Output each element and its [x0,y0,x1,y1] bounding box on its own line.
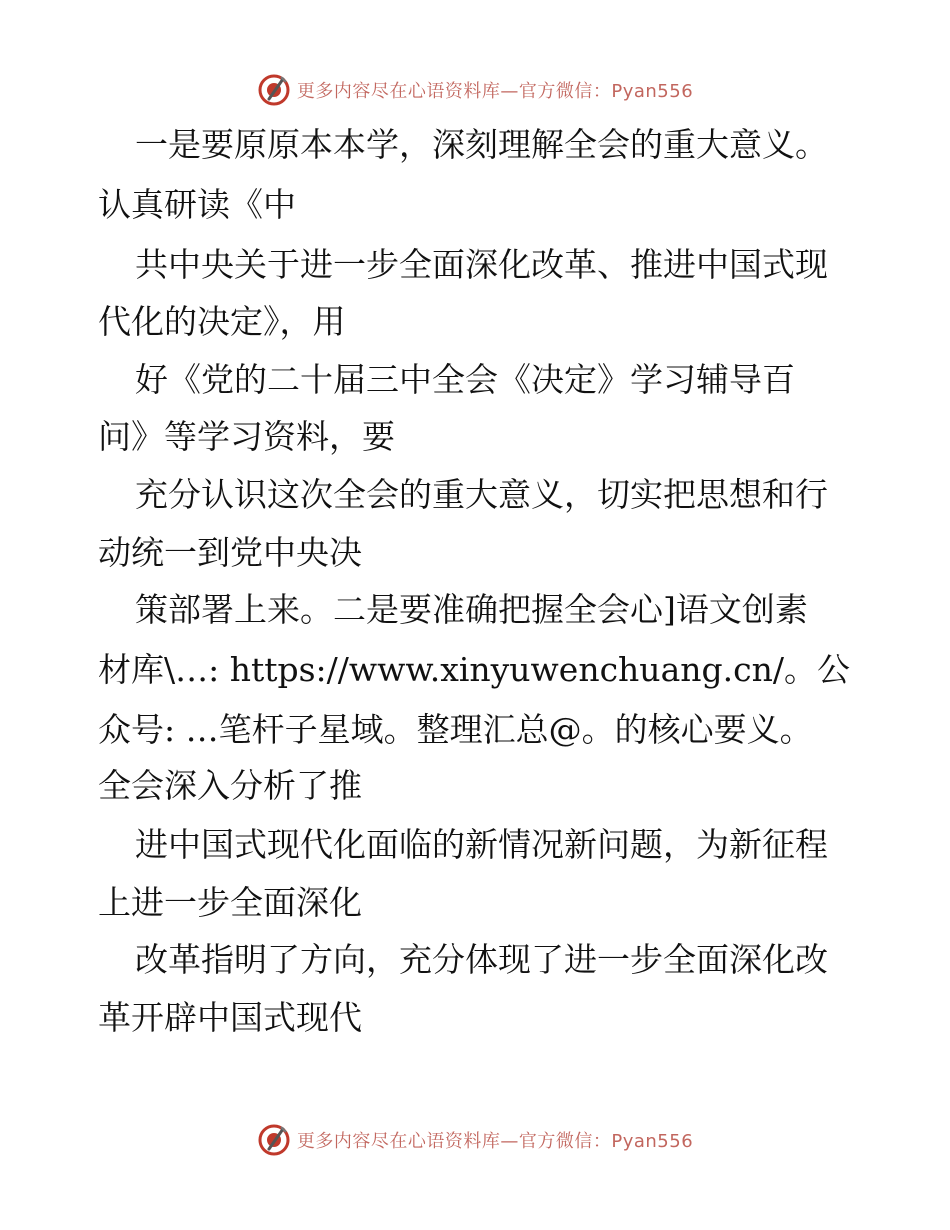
paragraph-line: 充分认识这次全会的重大意义，切实把思想和行 [135,475,828,514]
logo-icon [257,73,291,107]
paragraph-line: 材库\…: https://www.xinyuwenchuang.cn/。公 [98,650,850,689]
paragraph-line: 众号: …笔杆子星域。整理汇总@。的核心要义。 [98,710,813,749]
paragraph-line: 问》等学习资料，要 [98,417,395,456]
paragraph-line: 共中央关于进一步全面深化改革、推进中国式现 [135,245,828,284]
footer-banner-text: 更多内容尽在心语资料库—官方微信：Pyan556 [296,1131,694,1152]
header-banner [0,70,950,110]
paragraph-line: 进中国式现代化面临的新情况新问题，为新征程 [135,825,828,864]
paragraph-line: 好《党的二十届三中全会《决定》学习辅导百 [135,360,795,399]
header-banner-text: 更多内容尽在心语资料库—官方微信：Pyan556 [296,81,694,102]
footer-banner [0,1120,950,1160]
logo-icon [257,1123,291,1157]
paragraph-line: 一是要原原本本学，深刻理解全会的重大意义。 [135,125,828,164]
paragraph-line: 动统一到党中央决 [98,533,362,572]
paragraph-line: 上进一步全面深化 [98,883,362,922]
paragraph-line: 代化的决定》，用 [98,302,346,341]
paragraph-line: 认真研读《中 [98,185,296,224]
paragraph-line: 策部署上来。二是要准确把握全会心]语文创素 [135,590,808,629]
paragraph-line: 改革指明了方向，充分体现了进一步全面深化改 [135,940,828,979]
paragraph-line: 革开辟中国式现代 [98,998,362,1037]
paragraph-line: 全会深入分析了推 [98,766,362,805]
